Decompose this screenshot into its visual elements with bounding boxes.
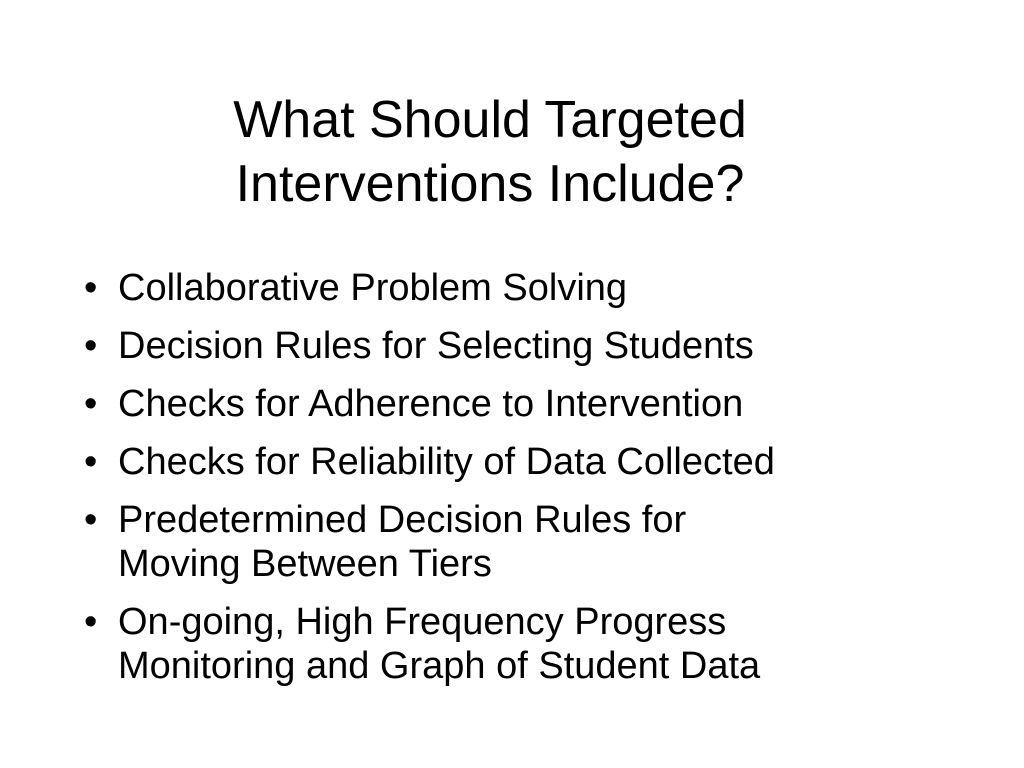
bullet-item [84,324,984,368]
bullet-text-line-2: Monitoring and Graph of Student Data [118,645,761,687]
bullet-text-line-1: On-going, High Frequency Progress [118,601,727,643]
bullet-dot-icon: • [84,499,98,541]
bullet-text: Decision Rules for Selecting Students [118,325,754,367]
bullet-list [84,266,984,702]
bullet-text: Collaborative Problem Solving [118,267,628,309]
bullet-item [84,382,984,426]
bullet-item [84,440,984,484]
bullet-item [84,498,984,586]
bullet-dot-icon: • [84,441,98,483]
bullet-dot-icon: • [84,267,98,309]
title-line-1: What Should Targeted [233,91,747,149]
bullet-text-line-2: Moving Between Tiers [118,543,492,585]
bullet-item [84,266,984,310]
bullet-dot-icon: • [84,383,98,425]
bullet-text: Checks for Reliability of Data Collected [118,441,775,483]
bullet-text: Checks for Adherence to Intervention [118,383,744,425]
bullet-dot-icon: • [84,325,98,367]
title-line-2: Interventions Include? [235,155,745,213]
bullet-dot-icon: • [84,601,98,643]
slide-title [80,88,900,216]
bullet-item [84,600,984,688]
bullet-text-line-1: Predetermined Decision Rules for [118,499,687,541]
